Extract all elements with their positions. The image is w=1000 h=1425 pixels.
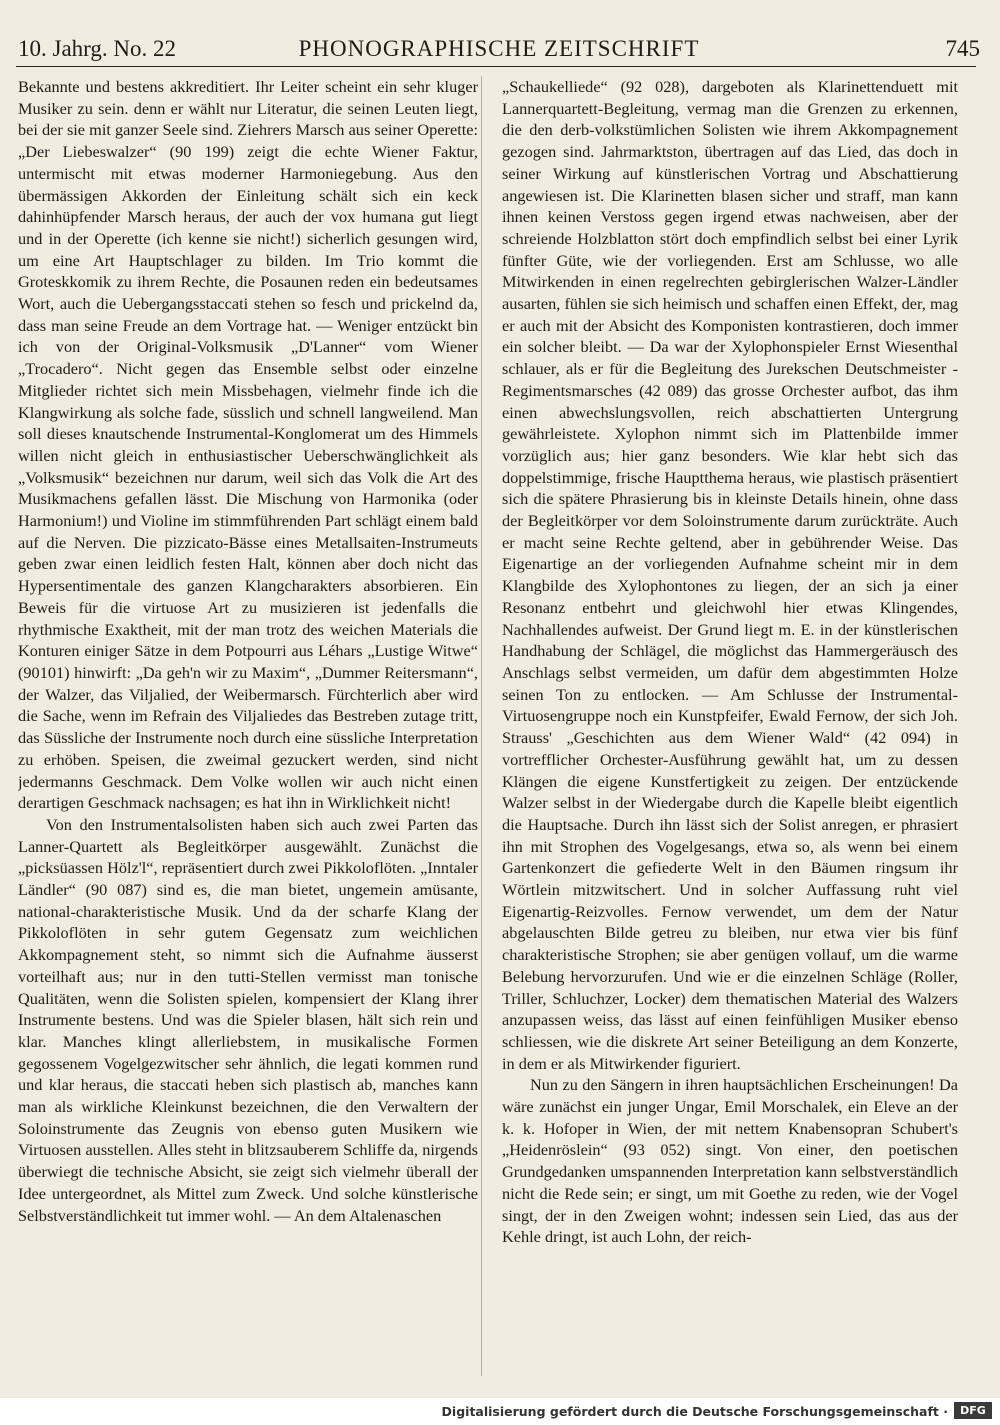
paragraph: Bekannte und bestens akkreditiert. Ihr Leiter scheint ein sehr kluger Musiker zu sein. denn er wählt nur Literatur, die seinen Leuten liegt, bei der sie mit ganzer Seele sind. Ziehrers Marsch aus seiner Operette: „Der Liebeswalzer“ (90 199) zeigt die echte Wiener Faktur, untermischt mit etwas moderner Harmoniegebung. Aus den übermässigen Akkorden der Einleitung schält sich ein keck dahinhüpfender Marsch heraus, der auch der vox humana gut liegt und in der Operette (ich kenne sie nicht!) sicherlich gesungen wird, um eine Art Hauptschlager zu bilden. Im Trio kommt die Groteskkomik zu ihrem Rechte, die Posaunen reden ein bedeutsames Wort, auch die Uebergangsstaccati stehen so fesch und prickelnd da, dass man seine Freude an dem Vortrage hat. — Weniger entzückt bin ich von der Original-Volksmusik „D'Lanner“ vom Wiener „Trocadero“. Nicht gegen das Ensemble selbst oder einzelne Mitglieder richtet sich mein Missbehagen, vielmehr finde ich die Klangwirkung als solche fade, süsslich und schnell langweilend. Man soll dieses knautschende Instrumental-Konglomerat um des Himmels willen nicht gleich in enthusiastischer Ueberschwänglichkeit als „Volksmusik“ bezeichnen nur darum, weil sich das Volk die Art des Musikmachens gefallen lässt. Die Mischung von Harmonika (oder Harmonium!) und Violine im stimmführenden Part schlägt einem bald auf die Nerven. Die pizzicato-Bässe eines Metallsaiten-Instrumeuts geben zwar einen leidlich festen Halt, können aber doch nicht das Hypersentimentale des ganzen Klangcharakters absorbieren. Ein Beweis für die virtuose Art zu musizieren ist jedenfalls die rhythmische Exaktheit, mit der man trotz des weichen Materials die Konturen einiger Sätze in dem Potpourri aus Léhars „Lustige Witwe“ (90101) hinwirft: „Da geh'n wir zu Maxim“, „Dummer Reitersmann“, der Walzer, das Viljalied, der Weibermarsch. Fürchterlich aber wird die Sache, wenn im Refrain des Viljaliedes das Bestreben zutage tritt, das Süssliche der Instrumente noch durch eine süssliche Interpretation zu erhöben. Speisen, die zweimal gezuckert werden, sind nicht jedermanns Geschmack. Dem Volke wollen wir auch nicht einen derartigen Geschmack nachsagen; es hat ihn in Wirklichkeit nicht! <box>18 77 478 813</box>
right-column <box>502 76 958 1386</box>
paragraph: Nun zu den Sängern in ihren hauptsächlichen Erscheinungen! Da wäre zunächst ein junger Ungar, Emil Morschalek, ein Eleve an der k. k. Hofoper in Wien, der mit nettem Knabensopran Schubert's „Heidenröslein“ (93 052) singt. Von einer, den poetischen Grundgedanken umspannenden Interpretation kann selbstverständlich nicht die Rede sein; er singt, um mit Goethe zu reden, wie der Vogel singt, der in den Zweigen wohnt; indessen sein Lied, das aus der Kehle dringt, ist auch Lohn, der reich- <box>502 1075 958 1247</box>
journal-title: PHONOGRAPHISCHE ZEITSCHRIFT <box>298 36 700 61</box>
dfg-logo-icon: DFG <box>954 1402 992 1419</box>
paragraph: Von den Instrumentalsolisten haben sich auch zwei Parten das Lanner-Quartett als Begleitkörper ausgewählt. Zunächst die „picksüassen Hölz'l“, repräsentiert durch zwei Pikkoloflöten. „Inntaler Ländler“ (90 087) sind es, die man bietet, ungemein amüsante, national-charakteristische Musik. Und da der scharfe Klang der Pikkoloflöten in sehr gutem Gegensatz zum weichlichen Akkompagnement steht, so nimmt sich die Aufnahme äusserst vorteilhaft aus; nur in den tutti-Stellen vermisst man tonische Qualitäten, wenn die Solisten spielen, kompensiert der Klang ihrer Instrumente bestens. Und was die Spieler blasen, hält sich rein und klar. Manches klingt allerliebstem, in musikalische Formen gegossenem Vogelgezwitscher sehr ähnlich, die legati kommen rund und klar heraus, die staccati heben sich plastisch ab, manches kann man als wirkliche Kleinkunst bezeichnen, die den Verwaltern der Soloinstrumente das Zeugnis von ebenso guten Musikern wie Virtuosen ausstellen. Alles steht in blitzsauberem Schliffe da, nirgends überwiegt die technische Absicht, sie zeigt sich vielmehr überall der Idee untergeordnet, als Mittel zum Zweck. Und solche künstlerische Selbstverständlichkeit tut immer wohl. — An dem Altalenaschen <box>18 814 478 1225</box>
header-rule <box>16 66 976 67</box>
column-divider <box>481 76 482 1376</box>
paragraph: „Schaukelliede“ (92 028), dargeboten als Klarinettenduett mit Lannerquartett-Begleitung, vermag man die Grenzen zu erkennen, die den derb-volkstümlichen Solisten wie ihrem Akkompagnement gezogen sind. Jahrmarktston, übertragen auf das Lied, das doch in seiner Wirkung auf künstlerischen Vortrag und Abschattierung angewiesen ist. Die Klarinetten blasen sicher und straff, man kann ihnen keinen Verstoss gegen irgend etwas nachweisen, aber der schreiende Holzblatton stört doch empfindlich selbst bei einer Lyrik fünfter Güte, wie der vorliegenden. Erst am Schlusse, wo alle Mitwirkenden in einen regelrechten gebirglerischen Walzer-Ländler ausarten, fühlen sie sich heimisch und schaffen einen Effekt, der, mag er auch mit der Absicht des Komponisten kontrastieren, doch immer ein solcher bleibt. — Da war der Xylophonspieler Ernst Wiesenthal schlauer, als er für die Begleitung des Jurekschen Deutschmeister - Regimentsmarsches (42 089) das grosse Orchester aufbot, das ihm einen abwechslungsvollen, reich abschattierten Untergrung gewährleistete. Xylophon nimmt sich im Plattenbilde immer vorzüglich aus; hier ganz besonders. Wie klar hebt sich das doppelstimmige, frische Hauptthema heraus, wie plastisch präsentiert sich die spätere Phrasierung bis in kleinste Details hinein, ohne dass der Begleitkörper vor dem Soloinstrumente darum zurückträte. Auch er macht seine Rechte geltend, aber in gebührender Weise. Das Eigenartige an der vorliegenden Aufnahme scheint mir in dem Klangbilde des Xylophontones zu liegen, der an sich ja einer Resonanz entbehrt und gleichwohl hier etwas Klingendes, Nachhallendes aufweist. Der Grund liegt m. E. in der künstlerischen Handhabung der Schlägel, die möglichst das Hammergeräusch des Anschlags selbst vermeiden, um dafür dem abgestimmten Holze seinen Ton zu entlocken. — Am Schlusse der Instrumental-Virtuosengruppe noch ein Kunstpfeifer, Ewald Fernow, der sich Joh. Strauss' „Geschichten aus dem Wiener Wald“ (42 094) in vortrefflicher Orchester-Ausführung gewählt hat, um zu dessen Klängen die eigene Kunstfertigkeit zu zeigen. Der entzückende Walzer selbst in der Wiedergabe durch die Kapelle bleibt eigentlich die Hauptsache. Durch ihn lässt sich der Solist anregen, er phrasiert ihn mit Strophen des Vogelgesangs, etwa so, als wenn bei einem Gartenkonzert die gefiederte Welt in den Bäumen ringsum ihr Wörtlein mitzwitschert. Und in solcher Auffassung ruht viel Eigenartig-Reizvolles. Fernow verwendet, um dem der Natur abgelauschten Bilde getreu zu bleiben, nur etwa vier bis fünf charakteristische Strophen; sie aber genügen vollauf, um die warme Belebung hervorzurufen. Und wie er die einzelnen Schläge (Roller, Triller, Schluchzer, Locker) dem thematischen Material des Walzers anzupassen weiss, das lässt auf einen feinfühligen Musiker ebenso schliessen, wie die diskrete Art seiner Beteiligung an dem Konzerte, in dem er als Mitwirkender figuriert. <box>502 77 958 1073</box>
page-header <box>18 34 980 68</box>
volume-issue: 10. Jahrg. No. 22 <box>18 36 177 61</box>
left-column <box>18 76 478 1386</box>
digitization-footer <box>0 1398 1000 1425</box>
page-number: 745 <box>945 36 980 61</box>
funding-note: Digitalisierung gefördert durch die Deutsche Forschungsgemeinschaft · <box>441 1404 948 1419</box>
